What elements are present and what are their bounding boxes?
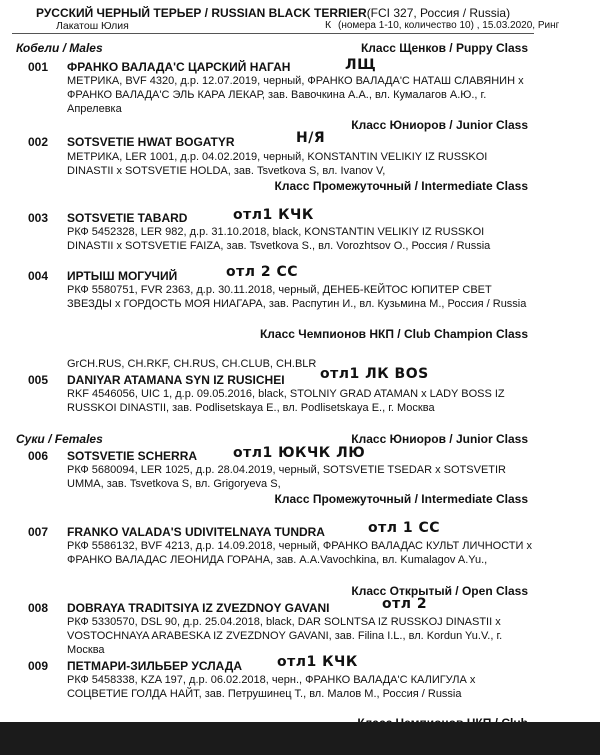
ring-note: (номера 1-10, количество 10) , 15.03.2020, Ринг xyxy=(338,20,560,31)
entry-number: 008 xyxy=(28,601,49,615)
entry-number: 007 xyxy=(28,525,49,539)
dog-name: ПЕТМАРИ-ЗИЛЬБЕР УСЛАДА xyxy=(67,659,242,673)
titles: GrCH.RUS, CH.RKF, CH.RUS, CH.CLUB, CH.BLR xyxy=(67,358,317,370)
dog-info: МЕТРИКА, LER 1001, д.р. 04.02.2019, черный, KONSTANTIN VELIKIY IZ RUSSKOI DINASTII х SOTSVETIE HOLDA, зав. Tsvetkova S, вл. Ivanov V, xyxy=(67,151,488,177)
class-intermediate-males: Класс Промежуточный / Intermediate Class xyxy=(274,179,528,193)
class-junior-females: Класс Юниоров / Junior Class xyxy=(351,432,528,446)
handwritten-grade: Н/Я xyxy=(296,130,326,146)
class-junior-males: Класс Юниоров / Junior Class xyxy=(351,118,528,132)
handwritten-grade: отл 2 СС xyxy=(226,264,299,280)
dog-name: SOTSVETIE TABARD xyxy=(67,211,188,225)
handwritten-grade: отл1 КЧК xyxy=(277,654,358,670)
divider xyxy=(12,33,534,34)
entry-number: 005 xyxy=(28,373,49,387)
handwritten-grade: отл1 КЧК xyxy=(233,207,314,223)
entry-number: 004 xyxy=(28,269,49,283)
handwritten-grade: отл 1 СС xyxy=(368,520,441,536)
judge-name: Лакатош Юлия xyxy=(56,20,129,32)
class-puppy: Класс Щенков / Puppy Class xyxy=(360,41,528,55)
breed-title-tail: (FCI 327, Россия / Russia) xyxy=(366,6,511,20)
judge-mid: К xyxy=(325,19,332,31)
dog-info: РКФ 5586132, BVF 4213, д.р. 14.09.2018, черный, ФРАНКО ВАЛАДАС КУЛЬТ ЛИЧНОСТИ х ФРАНКО ВАЛАДАС ЛЕОНИДА ГОРАНА, зав. А.А.Vavochkina, вл. Kumalagov A.Yu., xyxy=(67,540,532,566)
entry-number: 001 xyxy=(28,60,49,74)
dog-info: РКФ 5680094, LER 1025, д.р. 28.04.2019, черный, SOTSVETIE TSEDAR х SOTSVETIR UMMA, зав. Tsvetkova S, вл. Grigoryeva S, xyxy=(67,464,507,490)
class-champion-males: Класс Чемпионов НКП / Club Champion Class xyxy=(259,327,528,341)
dog-name: ИРТЫШ МОГУЧИЙ xyxy=(67,269,178,283)
handwritten-grade: ЛЩ xyxy=(345,57,377,73)
entry-number: 003 xyxy=(28,211,49,225)
section-females: Суки / Females xyxy=(16,432,103,446)
dog-info: МЕТРИКА, BVF 4320, д.р. 12.07.2019, черный, ФРАНКО ВАЛАДА'С НАТАШ СЛАВЯНИН х ФРАНКО ВАЛАДА'С ЭЛЬ КАРА ЛЕКАР, зав. Вавочкина А.А., вл. Кумалагов А.Ю., г. Апрелевка xyxy=(67,75,524,115)
dog-info: РКФ 5452328, LER 982, д.р. 31.10.2018, black, KONSTANTIN VELIKIY IZ RUSSKOI DINASTII х SOTSVETIE FAIZA, зав. Tsvetkova S., вл. Vorozhtsov O., Россия / Russia xyxy=(67,226,491,252)
dog-info: РКФ 5458338, KZA 197, д.р. 06.02.2018, черн., ФРАНКО ВАЛАДА'С КАЛИГУЛА х СОЦВЕТИЕ ГОЛДА НАЙТ, зав. Петрушинец Т., вл. Малов М., Россия / Russia xyxy=(67,674,476,700)
handwritten-grade: отл1 ЛК BOS xyxy=(320,366,429,382)
viewer-bottom-bar xyxy=(0,722,600,755)
dog-name: SOTSVETIE HWAT BOGATYR xyxy=(67,135,235,149)
entry-number: 009 xyxy=(28,659,49,673)
dog-info: RKF 4546056, UIC 1, д.р. 09.05.2016, black, STOLNIY GRAD ATAMAN х LADY BOSS IZ RUSSKOI DINASTII, зав. Podlisetskaya E., вл. Podlisetskaya E., г. Москва xyxy=(67,388,505,414)
dog-info: РКФ 5580751, FVR 2363, д.р. 30.11.2018, черный, ДЕНЕБ-КЕЙТОС ЮПИТЕР СВЕТ ЗВЕЗДЫ х ГОРДОСТЬ МОЯ НИАГАРА, зав. Распутин И., вл. Кузьмина М., Россия / Russia xyxy=(67,284,527,310)
dog-name: ФРАНКО ВАЛАДА'С ЦАРСКИЙ НАГАН xyxy=(67,60,291,74)
breed-title: РУССКИЙ ЧЕРНЫЙ ТЕРЬЕР / RUSSIAN BLACK TERRIER(FCI 327, Россия / Russia) xyxy=(36,6,511,20)
dog-name: DANIYAR ATAMANA SYN IZ RUSICHEI xyxy=(67,373,285,387)
dog-name: FRANKO VALADA'S UDIVITELNAYA TUNDRA xyxy=(67,525,325,539)
class-intermediate-females: Класс Промежуточный / Intermediate Class xyxy=(274,492,528,506)
dog-name: DOBRAYA TRADITSIYA IZ ZVEZDNOY GAVANI xyxy=(67,601,330,615)
dog-name: SOTSVETIE SCHERRA xyxy=(67,449,198,463)
entry-number: 006 xyxy=(28,449,49,463)
handwritten-grade: отл 2 xyxy=(382,596,428,612)
dog-info: РКФ 5330570, DSL 90, д.р. 25.04.2018, black, DAR SOLNTSA IZ RUSSKOJ DINASTII х VOSTOCHNAYA ARABESKA IZ ZVEZDNOY GAVANI, зав. Filina I.L., вл. Kordun Yu.V., г. Москва xyxy=(67,616,503,656)
section-males: Кобели / Males xyxy=(16,41,103,55)
entry-number: 002 xyxy=(28,135,49,149)
handwritten-grade: отл1 ЮКЧК ЛЮ xyxy=(233,445,366,461)
class-open-females: Класс Открытый / Open Class xyxy=(351,584,528,598)
